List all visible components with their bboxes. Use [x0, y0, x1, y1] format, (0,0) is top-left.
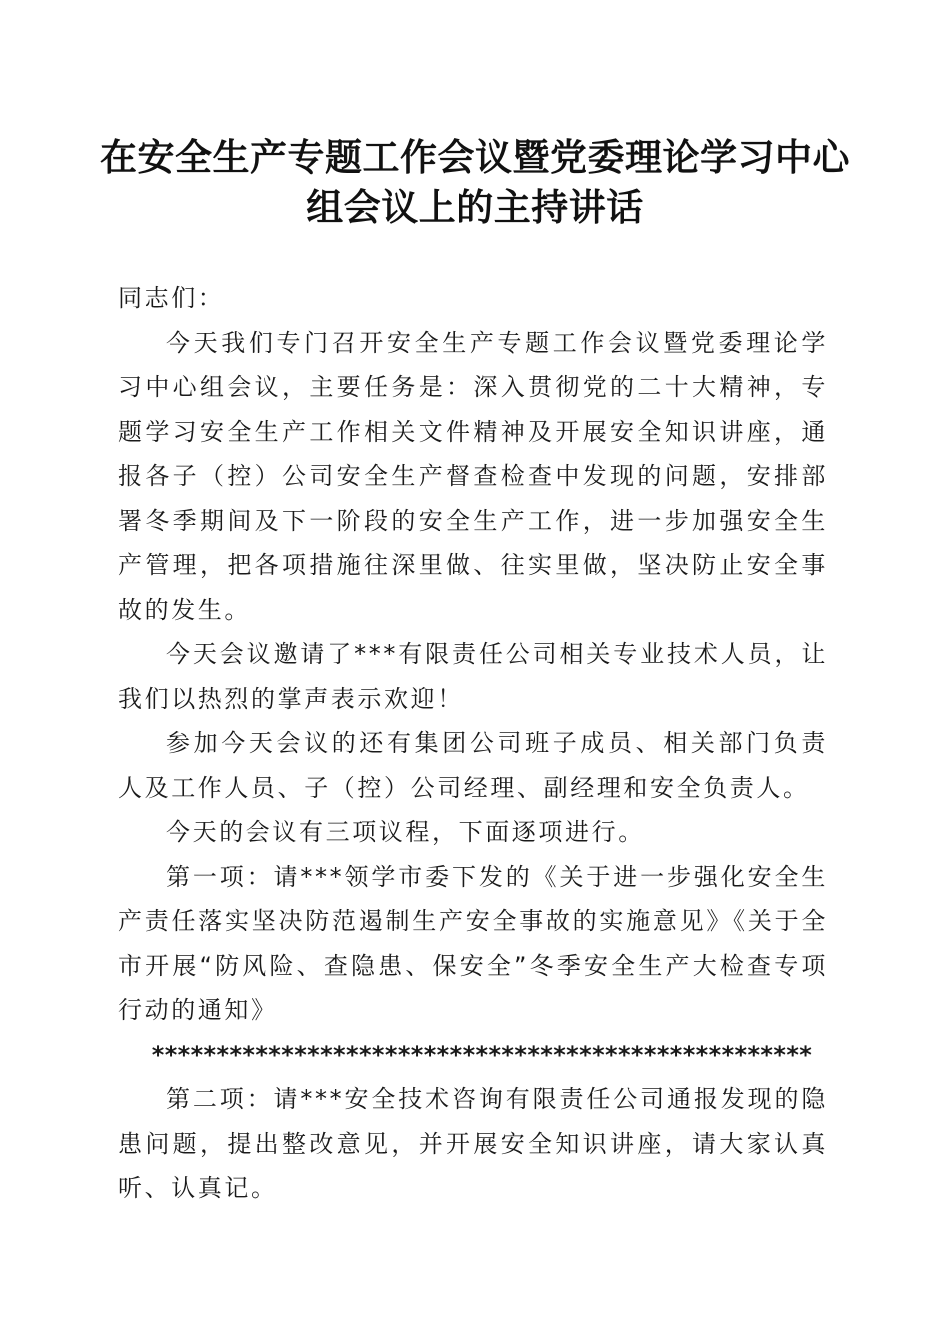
document-title: [100, 132, 850, 232]
paragraph-agenda-item-1: 第一项：请***领学市委下发的《关于进一步强化安全生产责任落实坚决防范遏制生产安全事故的实施意见》《关于全市开展“防风险、查隐患、保安全”冬季安全生产大检查专项行动的通知》: [118, 862, 828, 1024]
document-body: [118, 276, 828, 1211]
title-line-1: 在安全生产专题工作会议暨党委理论学习中心: [100, 135, 850, 179]
salutation: 同志们：: [118, 284, 225, 312]
paragraph-agenda-intro: 今天的会议有三项议程，下面逐项进行。: [166, 818, 645, 846]
paragraph-invited-guests: 今天会议邀请了***有限责任公司相关专业技术人员，让我们以热烈的掌声表示欢迎！: [118, 640, 828, 713]
paragraph-meeting-purpose: 今天我们专门召开安全生产专题工作会议暨党委理论学习中心组会议，主要任务是：深入贯彻党的二十大精神，专题学习安全生产工作相关文件精神及开展安全知识讲座，通报各子（控）公司安全生产督查检查中发现的问题，安排部署冬季期间及下一阶段的安全生产工作，进一步加强安全生产管理，把各项措施往深里做、往实里做，坚决防止安全事故的发生。: [118, 328, 828, 624]
paragraph-agenda-item-2: 第二项：请***安全技术咨询有限责任公司通报发现的隐患问题，提出整改意见，并开展安全知识讲座，请大家认真听、认真记。: [118, 1085, 828, 1202]
separator-line: ***************************************************: [151, 1040, 813, 1069]
title-line-2: 组会议上的主持讲话: [306, 185, 644, 229]
paragraph-attendees: 参加今天会议的还有集团公司班子成员、相关部门负责人及工作人员、子（控）公司经理、副经理和安全负责人。: [118, 729, 828, 802]
